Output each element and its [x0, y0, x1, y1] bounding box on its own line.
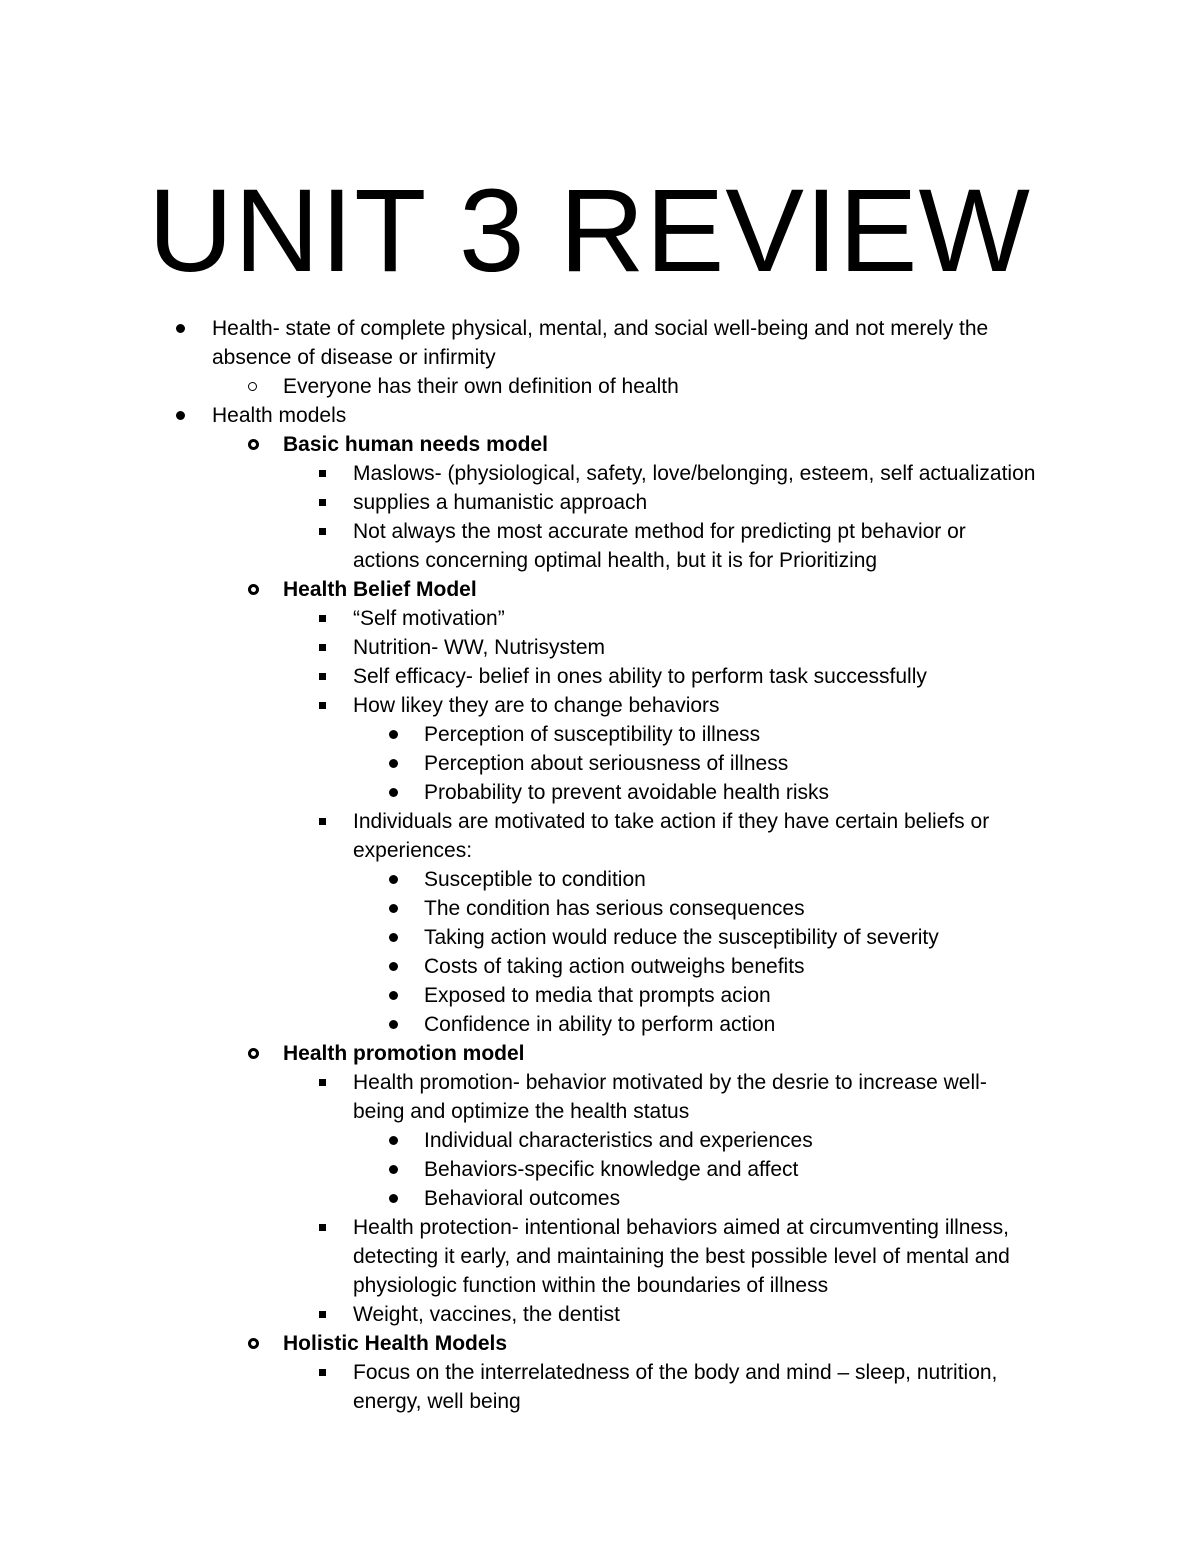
bullet-square-icon	[319, 1369, 326, 1376]
outline-line: Perception of susceptibility to illness	[424, 723, 761, 746]
bullet-square-icon	[319, 528, 326, 535]
section-heading: Health promotion model	[283, 1042, 525, 1065]
section-heading: Health Belief Model	[283, 578, 477, 601]
outline-line: Behaviors-specific knowledge and affect	[424, 1158, 799, 1181]
outline-line: Health- state of complete physical, mental, and social well-being and not merely the	[212, 317, 989, 340]
bullet-square-icon	[319, 818, 326, 825]
bullet-disc-icon	[389, 962, 398, 971]
outline-line: supplies a humanistic approach	[353, 491, 648, 514]
outline-line: Individual characteristics and experiences	[424, 1129, 813, 1152]
bullet-square-icon	[319, 644, 326, 651]
outline-line: Susceptible to condition	[424, 868, 646, 891]
bullet-disc-icon	[176, 324, 185, 333]
bullet-circle-icon	[248, 439, 259, 450]
bullet-disc-icon	[389, 991, 398, 1000]
bullet-square-icon	[319, 702, 326, 709]
outline-line: “Self motivation”	[353, 607, 505, 630]
outline-line: being and optimize the health status	[353, 1100, 690, 1123]
bullet-disc-icon	[389, 730, 398, 739]
outline-line: Perception about seriousness of illness	[424, 752, 789, 775]
outline-line: Nutrition- WW, Nutrisystem	[353, 636, 606, 659]
outline-line: Health protection- intentional behaviors aimed at circumventing illness,	[353, 1216, 1010, 1239]
outline-line: experiences:	[353, 839, 473, 862]
bullet-disc-icon	[389, 1020, 398, 1029]
outline-line: Behavioral outcomes	[424, 1187, 621, 1210]
outline-line: Confidence in ability to perform action	[424, 1013, 776, 1036]
outline-line: Taking action would reduce the susceptibility of severity	[424, 926, 939, 949]
bullet-square-icon	[319, 1311, 326, 1318]
bullet-square-icon	[319, 1224, 326, 1231]
outline-line: physiologic function within the boundaries of illness	[353, 1274, 829, 1297]
bullet-disc-icon	[389, 1136, 398, 1145]
outline-line: detecting it early, and maintaining the best possible level of mental and	[353, 1245, 1010, 1268]
bullet-disc-icon	[389, 788, 398, 797]
outline-line: The condition has serious consequences	[424, 897, 805, 920]
outline-line: Focus on the interrelatedness of the body and mind – sleep, nutrition,	[353, 1361, 998, 1384]
bullet-disc-icon	[176, 411, 185, 420]
outline-line: actions concerning optimal health, but it is for Prioritizing	[353, 549, 878, 572]
bullet-disc-icon	[389, 904, 398, 913]
bullet-disc-icon	[389, 933, 398, 942]
bullet-circle-icon	[248, 1338, 259, 1349]
section-heading: Basic human needs model	[283, 433, 548, 456]
bullet-disc-icon	[389, 1194, 398, 1203]
outline-line: Costs of taking action outweighs benefits	[424, 955, 805, 978]
bullet-disc-icon	[389, 1165, 398, 1174]
outline-line: Maslows- (physiological, safety, love/belonging, esteem, self actualization	[353, 462, 1036, 485]
outline-line: Weight, vaccines, the dentist	[353, 1303, 620, 1326]
outline-line: Everyone has their own definition of health	[283, 375, 679, 398]
bullet-circle-icon	[248, 584, 259, 595]
bullet-square-icon	[319, 615, 326, 622]
outline-line: Health models	[212, 404, 347, 427]
outline-line: Probability to prevent avoidable health risks	[424, 781, 830, 804]
outline-line: Exposed to media that prompts acion	[424, 984, 771, 1007]
section-heading: Holistic Health Models	[283, 1332, 508, 1355]
bullet-square-icon	[319, 673, 326, 680]
bullet-square-icon	[319, 499, 326, 506]
outline-line: Health promotion- behavior motivated by the desrie to increase well-	[353, 1071, 987, 1094]
outline-line: How likey they are to change behaviors	[353, 694, 720, 717]
outline-line: absence of disease or infirmity	[212, 346, 496, 369]
bullet-disc-icon	[389, 759, 398, 768]
bullet-circle-icon	[248, 1048, 259, 1059]
bullet-square-icon	[319, 470, 326, 477]
bullet-circle-icon	[248, 382, 257, 391]
bullet-square-icon	[319, 1079, 326, 1086]
outline-line: Individuals are motivated to take action if they have certain beliefs or	[353, 810, 990, 833]
outline-line: energy, well being	[353, 1390, 521, 1413]
outline-line: Self efficacy- belief in ones ability to perform task successfully	[353, 665, 927, 688]
bullet-disc-icon	[389, 875, 398, 884]
page-title: UNIT 3 REVIEW	[148, 165, 1031, 297]
outline-line: Not always the most accurate method for predicting pt behavior or	[353, 520, 966, 543]
